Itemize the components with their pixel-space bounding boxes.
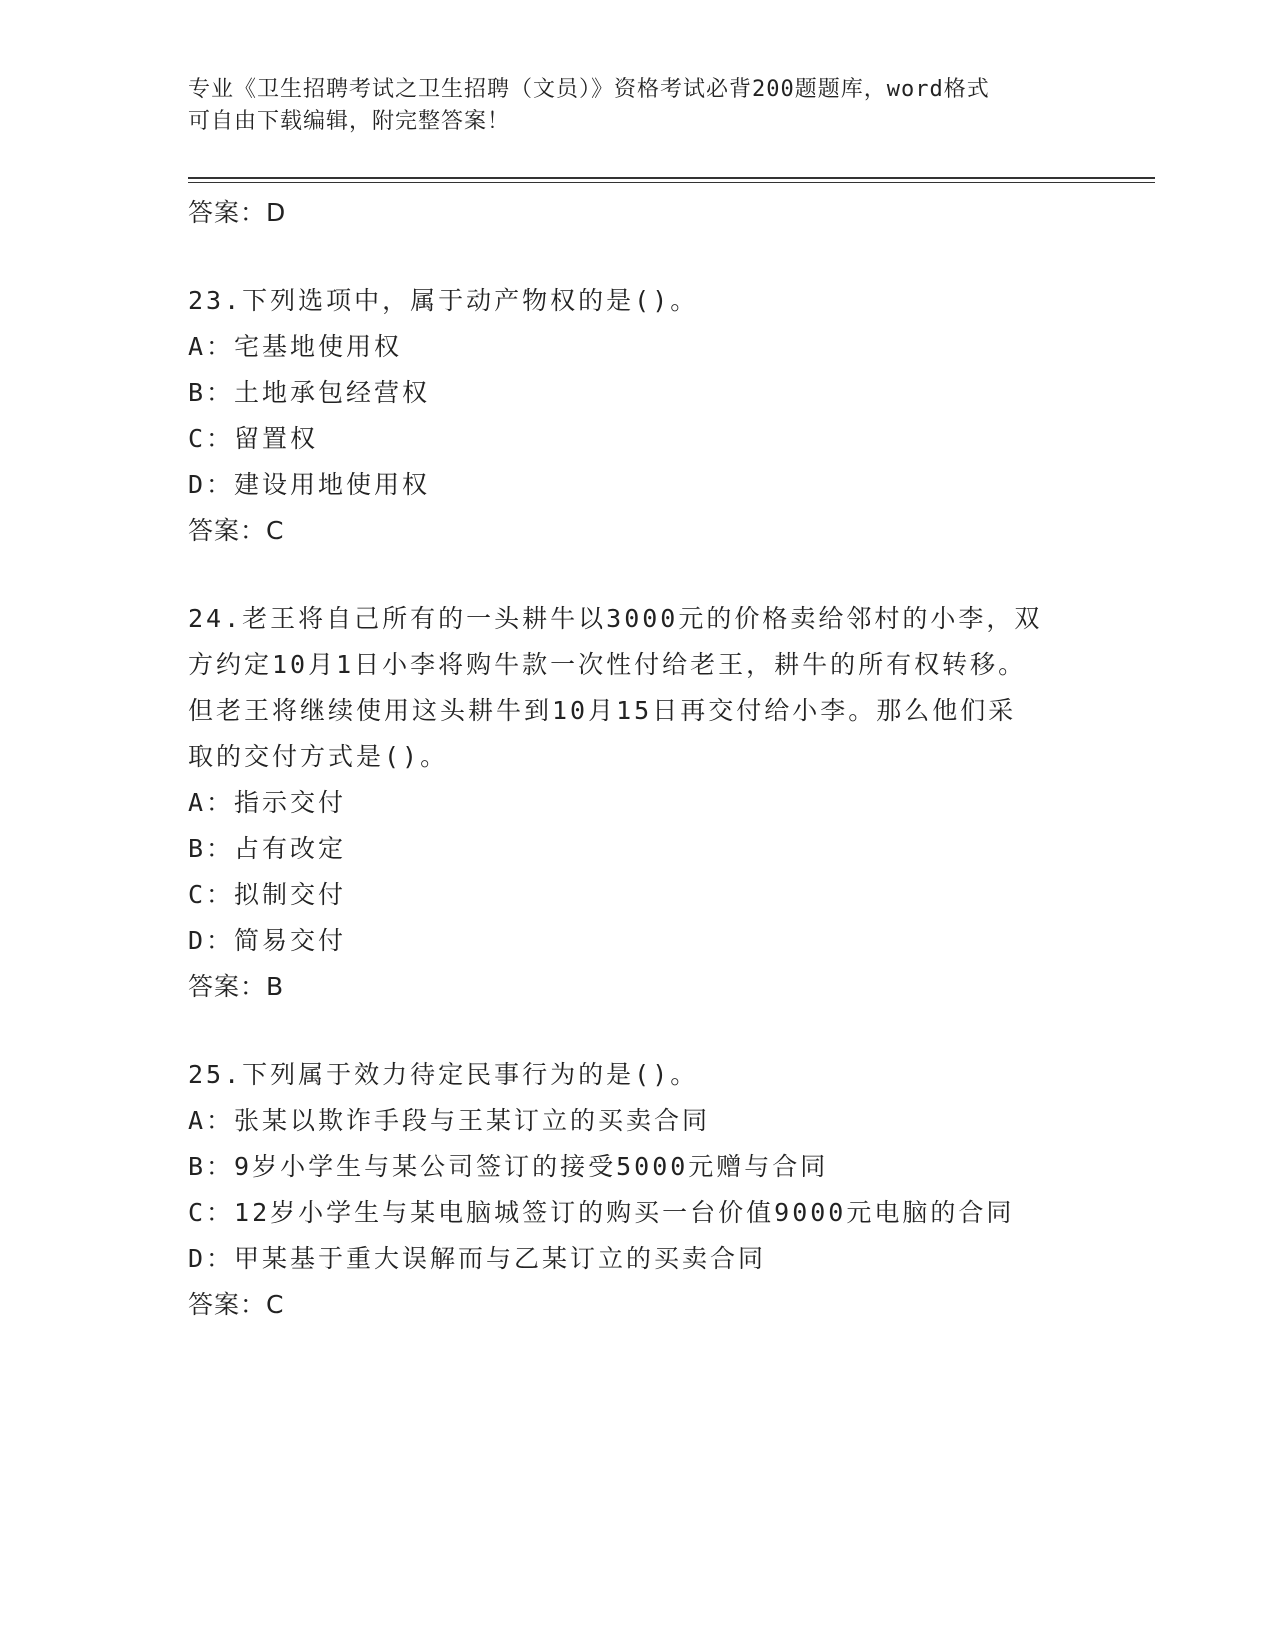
- option-c: C：留置权: [188, 424, 319, 453]
- document-header: [188, 74, 1068, 138]
- stem-line: 但老王将继续使用这头耕牛到10月15日再交付给小李。那么他们采: [188, 696, 1017, 725]
- question-stem: [188, 278, 1088, 324]
- stem-line: 23.下列选项中，属于动产物权的是()。: [188, 286, 699, 315]
- option-a: A：张某以欺诈手段与王某订立的买卖合同: [188, 1106, 711, 1135]
- option-d: D：建设用地使用权: [188, 470, 431, 499]
- stem-line: 取的交付方式是()。: [188, 742, 449, 771]
- question-stem: [188, 596, 1088, 780]
- option-c: C：拟制交付: [188, 880, 347, 909]
- question-item: [188, 596, 1088, 1010]
- option-b: B：占有改定: [188, 834, 347, 863]
- option-b: B：9岁小学生与某公司签订的接受5000元赠与合同: [188, 1152, 829, 1181]
- stem-line: 24.老王将自己所有的一头耕牛以3000元的价格卖给邻村的小李，双: [188, 604, 1043, 633]
- question-item: [188, 278, 1088, 554]
- question-item: [188, 1052, 1088, 1328]
- answer-line: 答案：C: [188, 1290, 285, 1319]
- option-a: A：指示交付: [188, 788, 347, 817]
- header-divider-thin: [188, 182, 1155, 183]
- answer-line: 答案：B: [188, 972, 285, 1001]
- question-stem: [188, 1052, 1088, 1098]
- option-d: D：简易交付: [188, 926, 347, 955]
- header-line-2: 可自由下载编辑，附完整答案！: [188, 109, 511, 134]
- header-line-1: 专业《卫生招聘考试之卫生招聘（文员）》资格考试必背200题题库，word格式: [188, 77, 990, 102]
- stem-line: 方约定10月1日小李将购牛款一次性付给老王，耕牛的所有权转移。: [188, 650, 1027, 679]
- header-divider-thick: [188, 177, 1155, 179]
- answer-line: 答案：C: [188, 516, 285, 545]
- answer-line: 答案：D: [188, 198, 287, 227]
- option-b: B：土地承包经营权: [188, 378, 431, 407]
- question-list: [188, 190, 1088, 1328]
- option-a: A：宅基地使用权: [188, 332, 403, 361]
- option-d: D：甲某基于重大误解而与乙某订立的买卖合同: [188, 1244, 767, 1273]
- option-c: C：12岁小学生与某电脑城签订的购买一台价值9000元电脑的合同: [188, 1198, 1015, 1227]
- stem-line: 25.下列属于效力待定民事行为的是()。: [188, 1060, 699, 1089]
